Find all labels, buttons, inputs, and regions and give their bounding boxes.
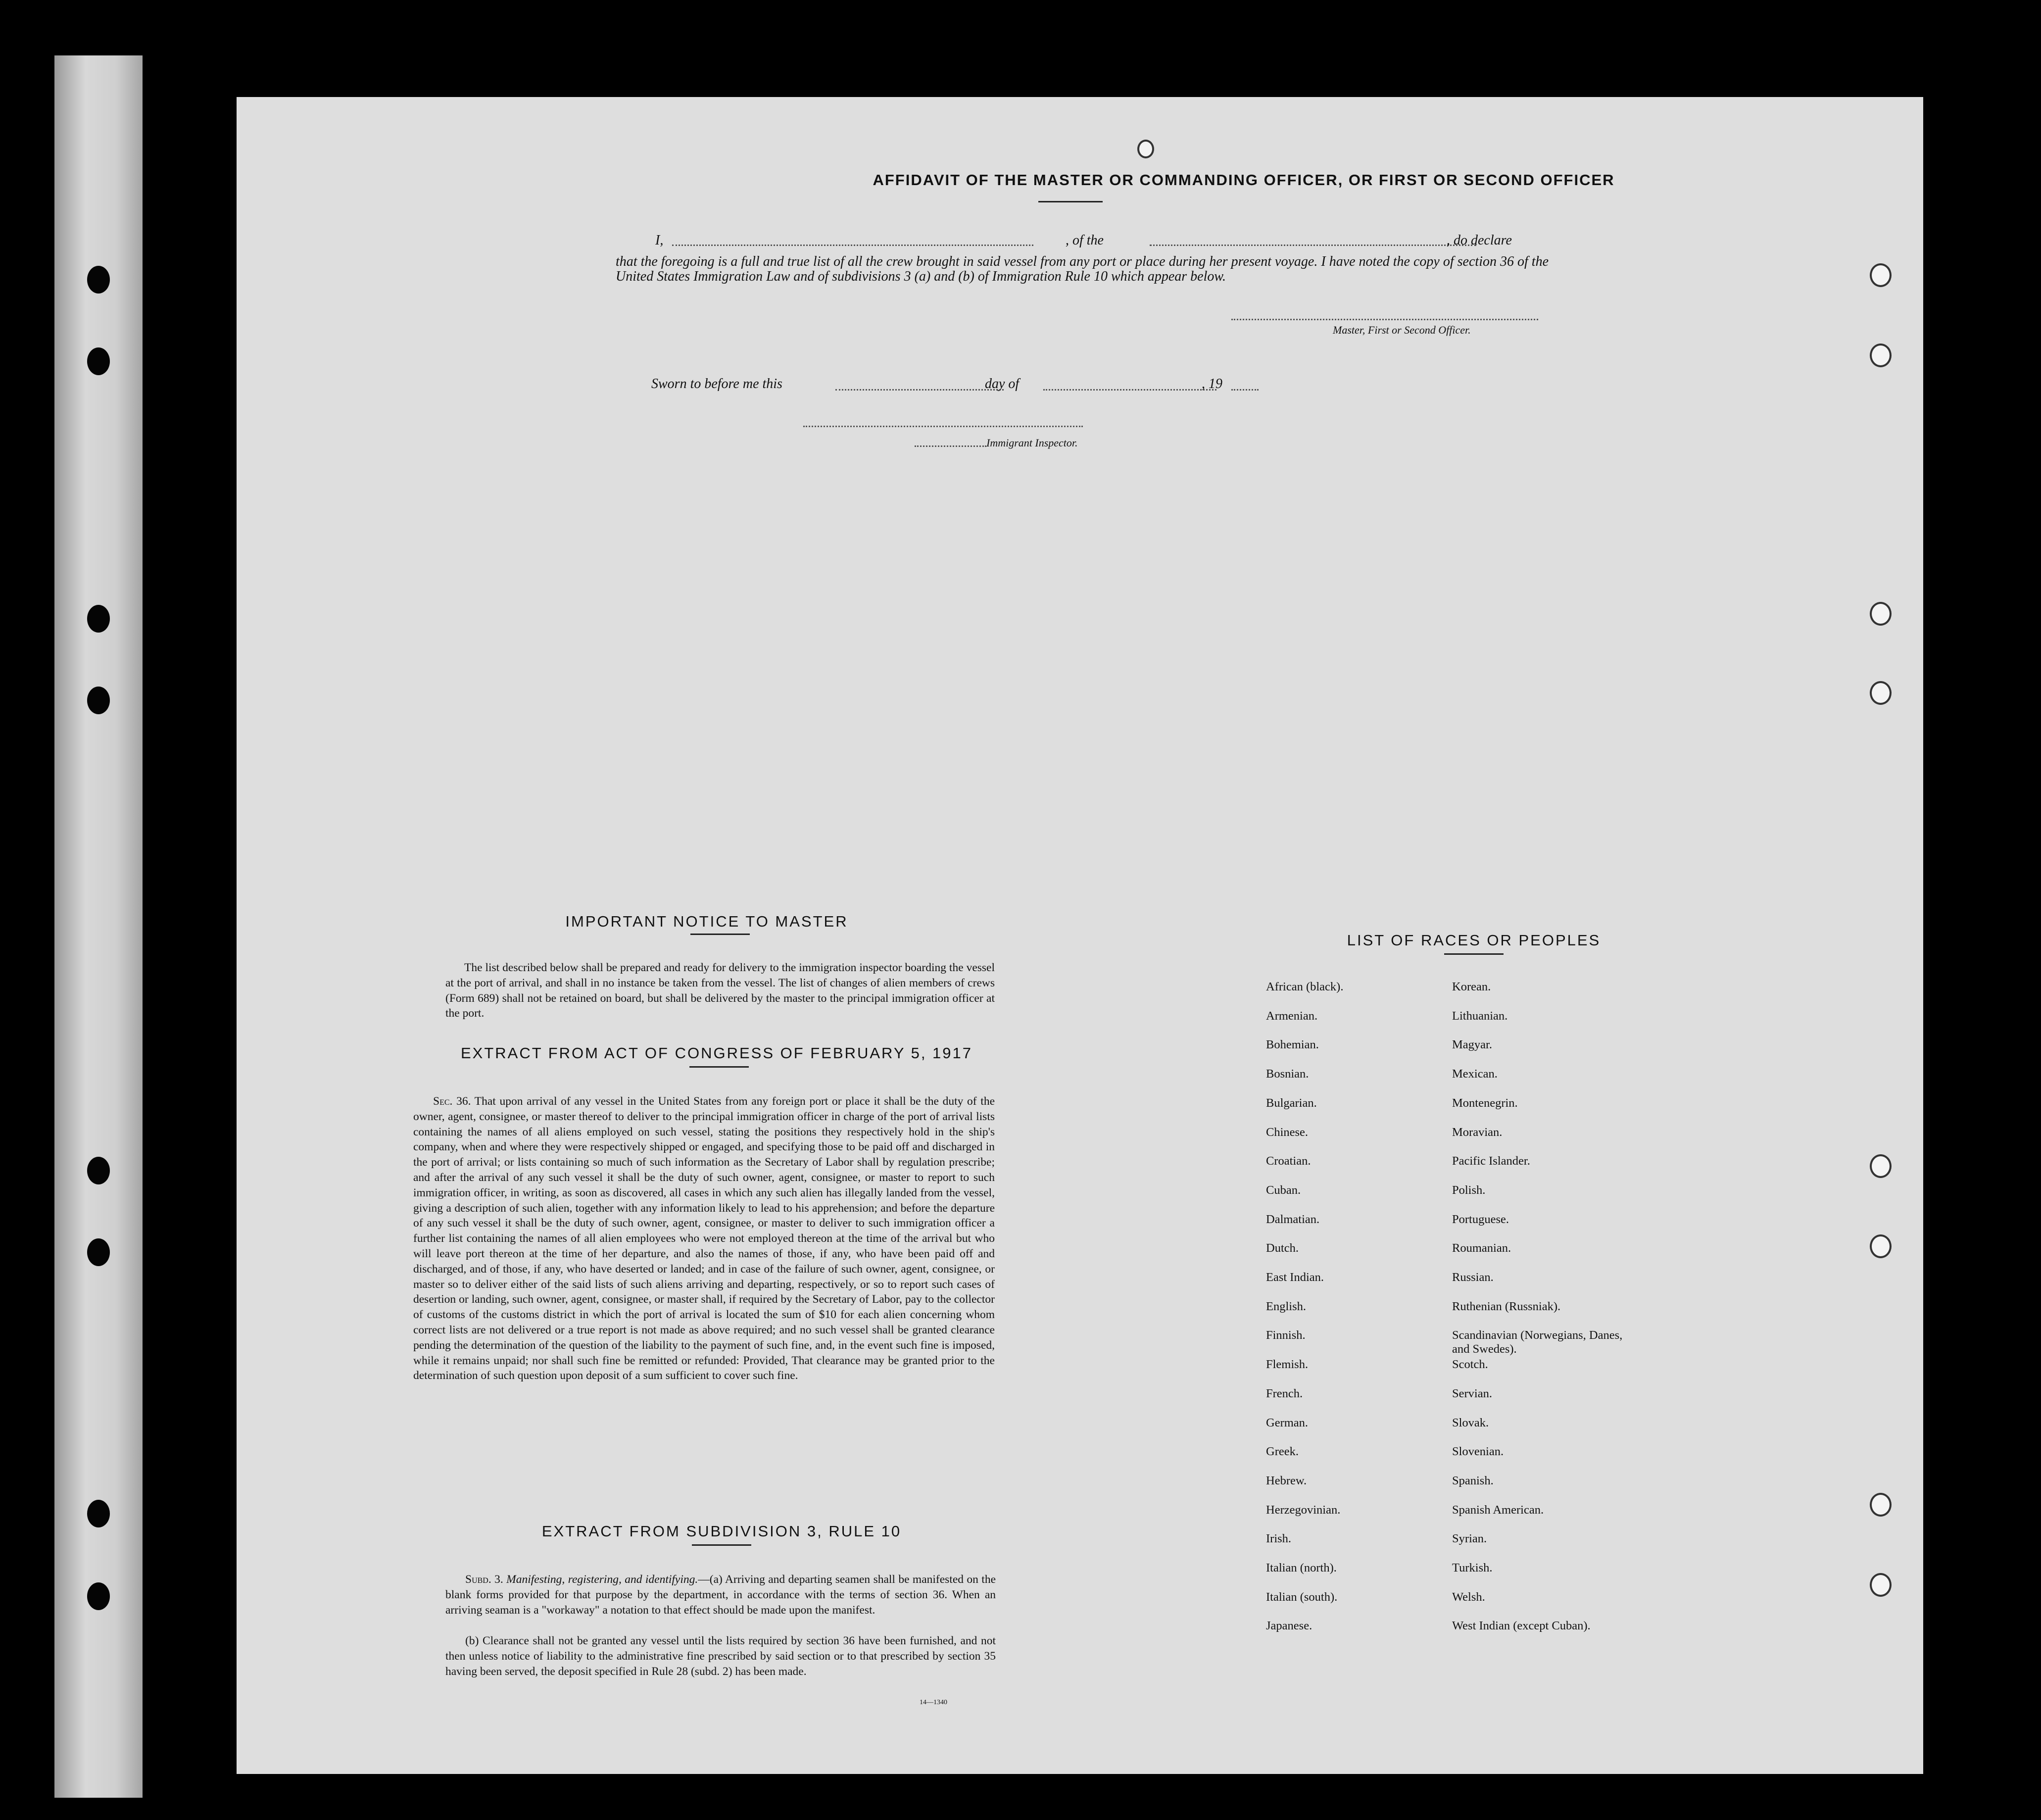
year-blank xyxy=(1231,389,1259,391)
notice-title: IMPORTANT NOTICE TO MASTER xyxy=(565,913,848,930)
affidavit-do-declare: , do declare xyxy=(1447,233,1512,248)
punch-hole xyxy=(87,1238,110,1266)
punch-hole xyxy=(87,347,110,375)
notice-body: The list described below shall be prepared and ready for delivery to the immigration inspector boarding the vessel at the port of arrival, and shall in no instance be taken from the vessel. The list of changes of alien members of crews (Form 689) shall not be retained on board, but shall be delivered by the master to the principal immigration officer at the port. xyxy=(445,961,995,1020)
race-item: Chinese. xyxy=(1266,1125,1309,1139)
race-item: Portuguese. xyxy=(1452,1212,1509,1226)
race-item: Greek. xyxy=(1266,1445,1299,1459)
race-item: Syrian. xyxy=(1452,1532,1487,1546)
race-item: Scandinavian (Norwegians, Danes, and Swedes). xyxy=(1452,1328,1623,1356)
race-item: Spanish. xyxy=(1452,1474,1494,1487)
race-item: Irish. xyxy=(1266,1532,1292,1546)
binder-strip xyxy=(54,55,143,1798)
punch-hole xyxy=(1870,602,1892,626)
race-item: Korean. xyxy=(1452,980,1491,993)
act-underline xyxy=(689,1066,749,1068)
signature-label: Master, First or Second Officer. xyxy=(1333,324,1471,336)
punch-hole xyxy=(87,687,110,714)
affidavit-body: that the foregoing is a full and true list of all the crew brought in said vessel from any port or place during her present voyage. I have noted the copy of section 36 of the United States Immigration Law and of subdivisions 3 (a) and (b) of Immigration Rule 10 which appear below. xyxy=(616,254,1549,284)
race-item: Herzegovinian. xyxy=(1266,1503,1341,1517)
rule-title: EXTRACT FROM SUBDIVISION 3, RULE 10 xyxy=(541,1523,902,1540)
race-item: Welsh. xyxy=(1452,1590,1485,1604)
race-item: Scotch. xyxy=(1452,1358,1488,1372)
race-item: Servian. xyxy=(1452,1386,1492,1400)
punch-hole xyxy=(87,1157,110,1184)
punch-hole xyxy=(1870,263,1892,287)
punch-hole xyxy=(1870,1234,1892,1258)
act-body xyxy=(413,1094,995,1383)
race-item: Slovak. xyxy=(1452,1416,1489,1429)
race-item: Polish. xyxy=(1452,1183,1486,1197)
inspector-blank-2 xyxy=(915,445,986,447)
race-item: Slovenian. xyxy=(1452,1445,1504,1459)
race-item: West Indian (except Cuban). xyxy=(1452,1619,1591,1633)
punch-hole xyxy=(1137,140,1154,158)
race-item: Spanish American. xyxy=(1452,1503,1544,1517)
race-item: Lithuanian. xyxy=(1452,1009,1508,1023)
race-item: Finnish. xyxy=(1266,1328,1306,1342)
race-item: Russian. xyxy=(1452,1271,1494,1284)
rule-subd-a xyxy=(445,1572,996,1618)
affidavit-title: AFFIDAVIT OF THE MASTER OR COMMANDING OFFICER, OR FIRST OR SECOND OFFICER xyxy=(873,171,1615,189)
notice-underline xyxy=(690,934,750,935)
punch-hole xyxy=(87,605,110,633)
act-section-label: Sec. 36. xyxy=(433,1095,471,1108)
act-title: EXTRACT FROM ACT OF CONGRESS OF FEBRUARY 5, 1917 xyxy=(460,1044,973,1062)
rule-b-label: (b) xyxy=(465,1634,479,1647)
inspector-blank xyxy=(803,426,1083,427)
signature-blank xyxy=(1231,319,1538,320)
race-item: French. xyxy=(1266,1386,1303,1400)
race-item: English. xyxy=(1266,1299,1306,1313)
punch-hole xyxy=(1870,1573,1892,1597)
rule-underline xyxy=(692,1544,751,1546)
race-item: Bohemian. xyxy=(1266,1038,1319,1052)
race-item: Pacific Islander. xyxy=(1452,1154,1530,1168)
affidavit-i: I, xyxy=(655,233,664,248)
title-underline xyxy=(1038,201,1103,202)
race-item: Mexican. xyxy=(1452,1067,1498,1081)
punch-hole xyxy=(1870,681,1892,705)
race-item: Croatian. xyxy=(1266,1154,1311,1168)
race-item: German. xyxy=(1266,1416,1309,1429)
races-title: LIST OF RACES OR PEOPLES xyxy=(1347,932,1601,949)
rule-b-text: Clearance shall not be granted any vessel until the lists required by section 36 have been furnished, and not then unless notice of liability to the administrative fine prescribed by said section or to that prescribed by section 35 having been served, the deposit specified in Rule 28 (subd. 2) has been made. xyxy=(445,1634,996,1678)
punch-hole xyxy=(1870,1154,1892,1178)
punch-hole xyxy=(87,266,110,294)
name-blank xyxy=(672,245,1033,246)
races-underline xyxy=(1444,953,1504,955)
race-item: Armenian. xyxy=(1266,1009,1318,1023)
race-item: Flemish. xyxy=(1266,1358,1309,1372)
race-item: Italian (north). xyxy=(1266,1561,1337,1574)
rule-subd-heading: Manifesting, registering, and identifying. xyxy=(506,1573,698,1586)
document-page xyxy=(237,97,1923,1774)
race-item: Bosnian. xyxy=(1266,1067,1309,1081)
month-blank xyxy=(1043,389,1216,391)
race-item: Montenegrin. xyxy=(1452,1096,1518,1110)
rule-subd-label: Subd. 3. xyxy=(465,1573,503,1586)
punch-hole xyxy=(87,1582,110,1610)
vessel-blank xyxy=(1150,245,1476,246)
year-text: , 19 xyxy=(1202,376,1222,392)
race-item: Bulgarian. xyxy=(1266,1096,1317,1110)
race-item: Italian (south). xyxy=(1266,1590,1338,1604)
race-item: Cuban. xyxy=(1266,1183,1301,1197)
punch-hole xyxy=(1870,1493,1892,1517)
day-blank xyxy=(835,389,1004,391)
affidavit-of-the: , of the xyxy=(1066,233,1104,248)
form-number: 14—1340 xyxy=(920,1699,947,1706)
race-item: African (black). xyxy=(1266,980,1344,993)
punch-hole xyxy=(87,1500,110,1527)
rule-a-text: —(a) Arriving and departing seamen shall be manifested on the blank forms provided for that purpose by the department, in accordance with the terms of section 36. When an arriving seaman is a "workaway" a notation to that effect should be made upon the manifest. xyxy=(445,1573,996,1617)
race-item: Roumanian. xyxy=(1452,1241,1511,1255)
inspector-label: Immigrant Inspector. xyxy=(986,437,1078,449)
race-item: Magyar. xyxy=(1452,1038,1492,1052)
race-item: Turkish. xyxy=(1452,1561,1493,1574)
race-item: Dalmatian. xyxy=(1266,1212,1320,1226)
punch-hole xyxy=(1870,344,1892,367)
race-item: Ruthenian (Russniak). xyxy=(1452,1299,1561,1313)
sworn-text: Sworn to before me this xyxy=(651,376,782,392)
act-section-text: That upon arrival of any vessel in the United States from any foreign port or place it shall be the duty of the owner, agent, consignee, or master thereof to deliver to the principal immigration officer in charge of the port of arrival lists containing the names of all aliens employed on such vessel, stating the positions they respectively hold in the ship's company, when and where they were respectively shipped or engaged, and specifying those to be paid off and discharged in the port of arrival; or lists containing so much of such information as the Secretary of Labor shall by regulation prescribe; and after the arrival of any such vessel it shall be the duty of such owner, agent, consignee, or master to report to such immigration officer, in writing, as soon as discovered, all cases in which any such alien has illegally landed from the vessel, giving a description of such alien, together with any information likely to lead to his apprehension; and before the departure of any such vessel it shall be the duty of such owner, agent, consignee, or master to deliver to such immigration officer a further list containing the names of all alien employees who were not employed thereon at the time of the arrival but who will leave port thereon at the time of her departure, and also the names of those, if any, who have been paid off and discharged, and of those, if any, who have deserted or landed; and in case of the failure of such owner, agent, consignee, or master so to deliver either of the said lists of such aliens arriving and departing, respectively, or so to report such cases of desertion or landing, such owner, agent, consignee, or master shall, if required by the Secretary of Labor, pay to the collector of customs of the customs district in which the port of arrival is located the sum of $10 for each alien concerning whom correct lists are not delivered or a true report is not made as above required; and no such vessel shall be granted clearance pending the determination of the question of the liability to the payment of such fine, and, in the event such fine is imposed, while it remains unpaid; nor shall such fine be remitted or refunded: Provided, That clearance may be granted prior to the determination of such question upon deposit of a sum sufficient to cover such fine. xyxy=(413,1095,995,1382)
race-item: Hebrew. xyxy=(1266,1474,1307,1487)
race-item: East Indian. xyxy=(1266,1271,1324,1284)
rule-subd-b xyxy=(445,1633,996,1679)
race-item: Japanese. xyxy=(1266,1619,1312,1633)
race-item: Dutch. xyxy=(1266,1241,1299,1255)
day-of-text: day of xyxy=(985,376,1020,392)
race-item: Moravian. xyxy=(1452,1125,1503,1139)
